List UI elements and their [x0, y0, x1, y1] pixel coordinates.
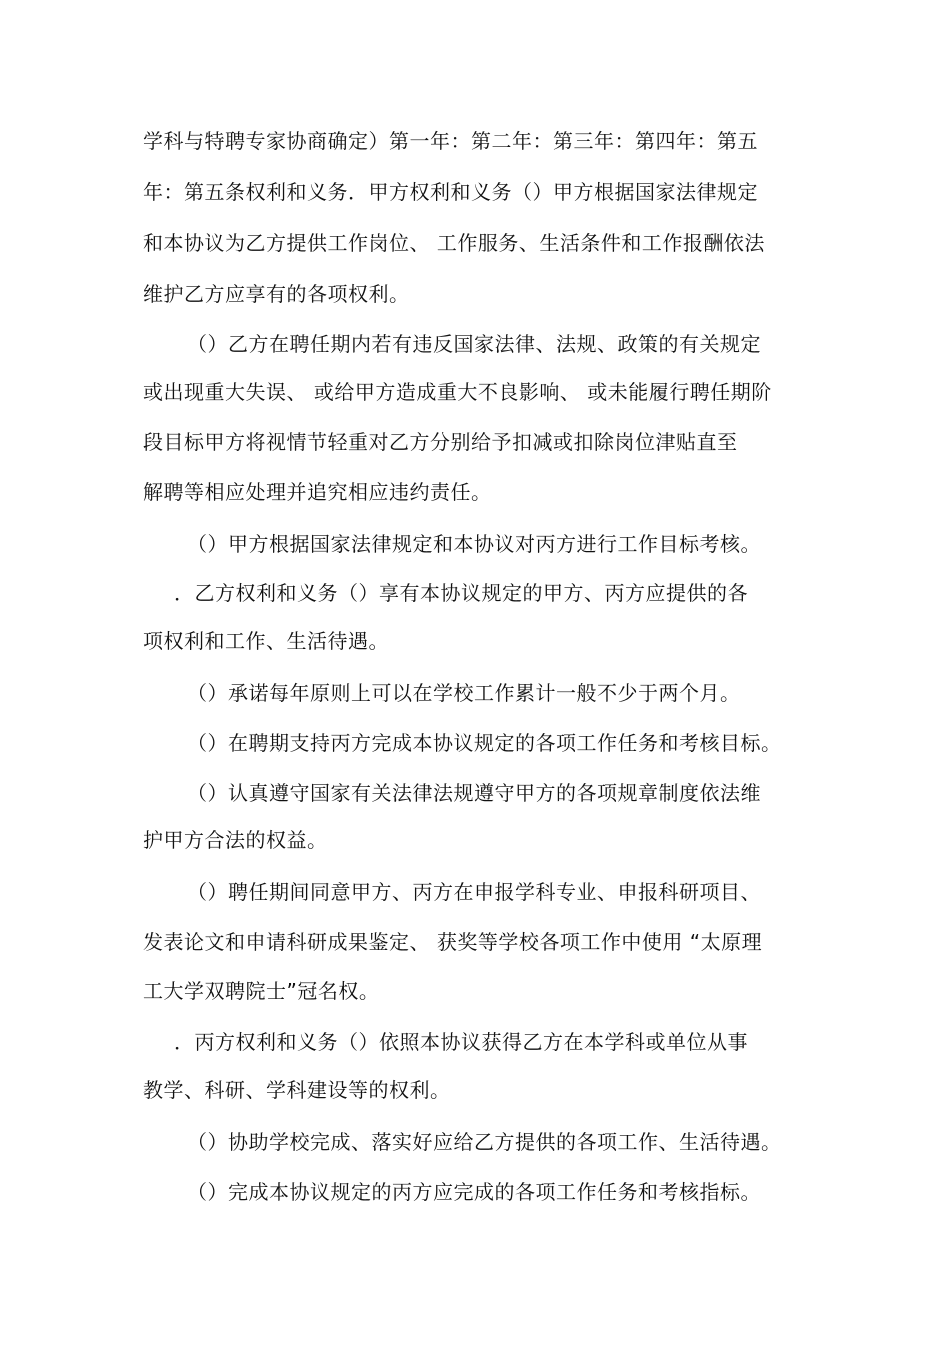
text-line: 段目标甲方将视情节轻重对乙方分别给予扣减或扣除岗位津贴直至 — [143, 430, 738, 454]
text-line: 发表论文和申请科研成果鉴定、 获奖等学校各项工作中使用 “太原理 — [143, 930, 763, 954]
text-line: 和本协议为乙方提供工作岗位、 工作服务、生活条件和工作报酬依法 — [143, 231, 765, 255]
text-line: 维护乙方应享有的各项权利。 — [143, 282, 410, 306]
text-line: （）乙方在聘任期内若有违反国家法律、法规、政策的有关规定 — [187, 332, 761, 356]
text-line: （）认真遵守国家有关法律法规遵守甲方的各项规章制度依法维 — [187, 781, 761, 805]
text-line: 护甲方合法的权益。 — [143, 828, 328, 852]
text-line: 或出现重大失误、 或给甲方造成重大不良影响、 或未能履行聘任期阶 — [143, 380, 772, 404]
text-line: 学科与特聘专家协商确定）第一年：第二年：第三年：第四年：第五 — [143, 129, 758, 153]
text-line: 教学、科研、学科建设等的权利。 — [143, 1078, 451, 1102]
text-line: （）承诺每年原则上可以在学校工作累计一般不少于两个月。 — [187, 681, 741, 705]
text-line: （）完成本协议规定的丙方应完成的各项工作任务和考核指标。 — [187, 1180, 761, 1204]
text-line: （）协助学校完成、落实好应给乙方提供的各项工作、生活待遇。 — [187, 1130, 782, 1154]
text-line: ．乙方权利和义务（）享有本协议规定的甲方、丙方应提供的各 — [174, 581, 748, 605]
text-line: （）甲方根据国家法律规定和本协议对丙方进行工作目标考核。 — [187, 532, 761, 556]
text-line: 年：第五条权利和义务．甲方权利和义务（）甲方根据国家法律规定 — [143, 180, 758, 204]
text-line: （）在聘期支持丙方完成本协议规定的各项工作任务和考核目标。 — [187, 731, 782, 755]
text-line: ．丙方权利和义务（）依照本协议获得乙方在本学科或单位从事 — [174, 1030, 748, 1054]
text-line: 解聘等相应处理并追究相应违约责任。 — [143, 480, 492, 504]
text-line: 工大学双聘院士”冠名权。 — [143, 979, 380, 1003]
text-line: 项权利和工作、生活待遇。 — [143, 629, 389, 653]
text-line: （）聘任期间同意甲方、丙方在申报学科专业、申报科研项目、 — [187, 880, 761, 904]
